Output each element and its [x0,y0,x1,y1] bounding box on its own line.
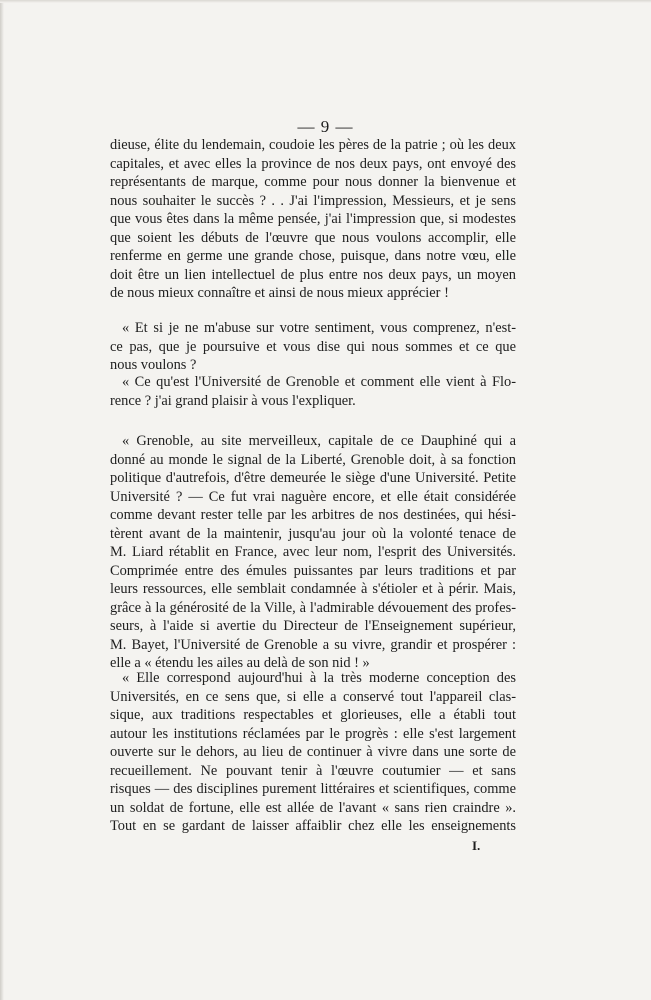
text-line: M. Bayet, l'Université de Grenoble a su vivre, grandir et prospérer : [110,636,516,653]
paragraph-3 [110,373,516,410]
text-line: rence ? j'ai grand plaisir à vous l'expliquer. [110,392,356,409]
text-line: autour les institutions réclamées par le progrès : elle s'est largement [110,725,516,742]
text-line: nous souhaiter le succès ? . . J'ai l'impression, Messieurs, et je sens [110,192,516,209]
text-line: un soldat de fortune, elle est allée de l'avant « sans rien craindre ». [110,799,516,816]
text-line: « Et si je ne m'abuse sur votre sentiment, vous comprenez, n'est- [122,320,516,336]
text-line: risques — des disciplines purement littéraires et scientifiques, comme [110,781,516,797]
text-line: de nous mieux connaître et ainsi de nous mieux apprécier ! [110,285,449,301]
text-line: ouverte sur le dehors, au lieu de continuer à vivre dans une sorte de [110,744,516,760]
text-line: « Ce qu'est l'Université de Grenoble et comment elle vient à Flo- [122,374,516,390]
text-line: Universités, en ce sens que, si elle a conservé tout l'appareil clas- [110,688,516,705]
text-line: politique d'autrefois, d'être demeurée le siège d'une Université. Petite [110,470,516,486]
text-line: grâce à la générosité de la Ville, à l'admirable dévouement des profes- [110,599,516,616]
text-line: « Elle correspond aujourd'hui à la très moderne conception des [122,670,516,686]
text-line: « Grenoble, au site merveilleux, capitale de ce Dauphiné qui a [122,433,516,449]
text-line: tèrent avant de la maintenir, jusqu'au jour où la volonté tenace de [110,525,516,542]
text-line: renferme en germe une grande chose, puisque, dans notre vœu, elle [110,248,516,264]
text-line: dieuse, élite du lendemain, coudoie les pères de la patrie ; où les deux [110,137,516,153]
text-line: Comprimée entre des émules puissantes par leurs traditions et par [110,562,516,579]
text-line: capitales, et avec elles la province de nos deux pays, ont envoyé des [110,155,516,172]
paragraph-5 [110,669,516,836]
text-line: M. Liard rétablit en France, avec leur nom, l'esprit des Universités. [110,544,516,560]
text-line: elle a « étendu les ailes au delà de son nid ! » [110,655,370,671]
text-line: représentants de marque, comme pour nous donner la bienvenue et [110,174,516,190]
text-line: comme devant rester telle par les arbitres de nos destinées, qui hési- [110,507,516,523]
paragraph-2 [110,319,516,375]
page-number: — 9 — [297,117,354,136]
text-line: Université ? — Ce fut vrai naguère encore, et elle était considérée [110,488,516,505]
text-line: leurs ressources, elle semblait condamnée à s'étioler et à périr. Mais, [110,581,516,597]
paragraph-1 [110,136,516,303]
text-line: doit être un lien intellectuel de plus entre nos deux pays, un moyen [110,266,516,283]
page-top-edge [0,0,651,3]
signature-mark: I. [472,838,481,853]
text-line: que vous êtes dans la même pensée, j'ai l'impression que, si modestes [110,211,516,227]
page-edge-shadow [0,0,4,1000]
text-line: Tout en se gardant de laisser affaiblir chez elle les enseignements [110,818,516,834]
text-line: ce pas, que je poursuive et vous dise qui nous sommes et ce que [110,338,516,355]
text-line: donné au monde le signal de la Liberté, Grenoble doit, à sa fonction [110,451,516,468]
text-line: recueillement. Ne pouvant tenir à l'œuvre coutumier — et sans [110,762,516,779]
paragraph-4 [110,432,516,673]
text-line: que soient les débuts de l'œuvre que nous voulons accomplir, elle [110,229,516,246]
text-line: sique, aux traditions respectables et glorieuses, elle a établi tout [110,707,516,723]
text-line: nous voulons ? [110,357,197,373]
text-line: seurs, à l'aide si avertie du Directeur de l'Enseignement supérieur, [110,618,516,634]
